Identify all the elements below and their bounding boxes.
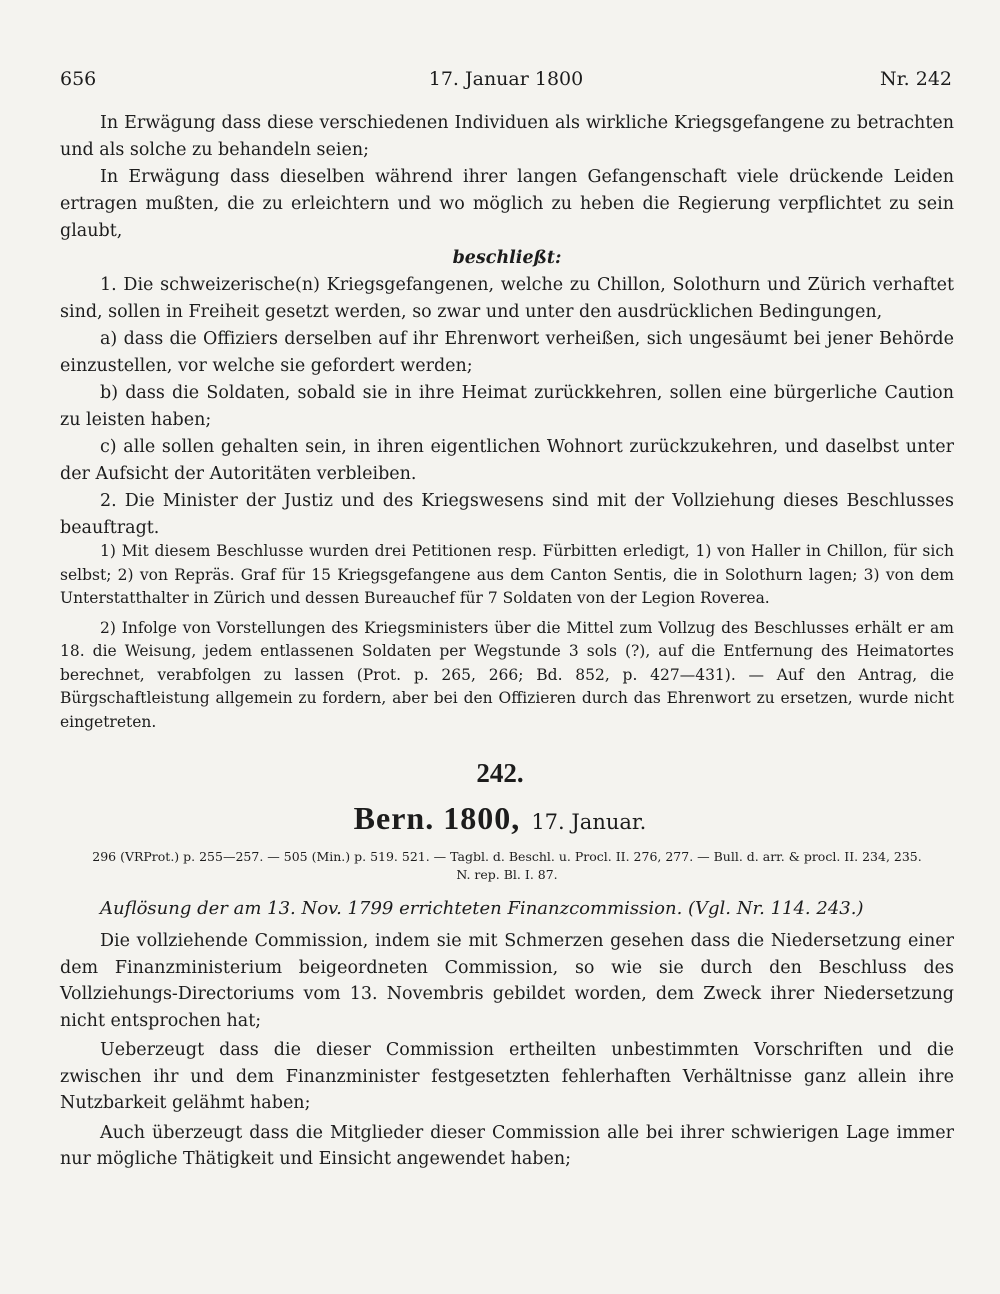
- footnote: 1) Mit diesem Beschlusse wurden drei Petitionen resp. Fürbitten erledigt, 1) von Haller in Chillon, für sich selbst; 2) von Repräs. Graf für 15 Kriegsgefangene aus dem Canton Sentis, die in Solothurn lagen; 3) von dem Unterstatthalter in Zürich und dessen Bureauchef für 7 Soldaten von der Legion Roverea.: [60, 542, 954, 607]
- paragraph: b) dass die Soldaten, sobald sie in ihre Heimat zurückkehren, sollen eine bürgerliche Caution zu leisten haben;: [60, 383, 954, 430]
- resolution-heading: beschließt:: [452, 248, 562, 268]
- page-header: [60, 68, 952, 98]
- main-text-bottom: [60, 928, 954, 1176]
- paragraph: Ueberzeugt dass die dieser Commission ertheilten unbestimmten Vorschriften und die zwischen ihr und dem Finanzminister festgesetzten fehlerhaften Verhältnisse ganz allein ihre Nutzbarkeit gelähmt haben;: [60, 1040, 954, 1113]
- paragraph: c) alle sollen gehalten sein, in ihren eigentlichen Wohnort zurückzukehren, und daselbst unter der Aufsicht der Autoritäten verbleiben.: [60, 437, 954, 484]
- source-line: 296 (VRProt.) p. 255—257. — 505 (Min.) p. 519. 521. — Tagbl. d. Beschl. u. Procl. II. 276, 277. — Bull. d. arr. & procl. II. 234, 235.: [92, 849, 922, 864]
- paragraph: Auch überzeugt dass die Mitglieder dieser Commission alle bei ihrer schwierigen Lage immer nur mögliche Thätigkeit und Einsicht angewendet haben;: [60, 1122, 954, 1169]
- header-document-number: Nr. 242: [880, 68, 952, 90]
- footnotes: [60, 540, 954, 740]
- section-date: 17. Januar.: [531, 810, 647, 834]
- paragraph: 2. Die Minister der Justiz und des Kriegswesens sind mit der Vollziehung dieses Beschlusses beauftragt.: [60, 491, 954, 538]
- paragraph: 1. Die schweizerische(n) Kriegsgefangenen, welche zu Chillon, Solothurn und Zürich verhaftet sind, sollen in Freiheit gesetzt werden, so zwar und unter den ausdrücklichen Bedingungen,: [60, 275, 954, 322]
- paragraph: In Erwägung dass diese verschiedenen Individuen als wirkliche Kriegsgefangene zu betrachten und als solche zu behandeln seien;: [60, 113, 954, 160]
- section-title: [0, 800, 1000, 837]
- section-place-year: Bern. 1800,: [353, 800, 521, 836]
- section-subtitle: Auflösung der am 13. Nov. 1799 errichteten Finanzcommission. (Vgl. Nr. 114. 243.): [100, 898, 864, 919]
- source-line: N. rep. Bl. I. 87.: [456, 867, 558, 882]
- page-number: 656: [60, 68, 97, 90]
- source-references: [60, 848, 954, 884]
- section-number: 242.: [476, 758, 524, 788]
- footnote: 2) Infolge von Vorstellungen des Kriegsministers über die Mittel zum Vollzug des Beschlusses erhält er am 18. die Weisung, jedem entlassenen Soldaten per Wegstunde 3 sols (?), auf die Entfernung des Heimatortes berechnet, verabfolgen zu lassen (Prot. p. 265, 266; Bd. 852, p. 427—431). — Auf den Antrag, die Bürgschaftleistung allgemein zu fordern, aber bei den Offizieren durch das Ehrenwort zu ersetzen, wurde nicht eingetreten.: [60, 618, 954, 731]
- header-date: 17. Januar 1800: [428, 68, 584, 90]
- paragraph: Die vollziehende Commission, indem sie mit Schmerzen gesehen dass die Niedersetzung einer dem Finanzministerium beigeordneten Commission, so wie sie durch den Beschluss des Vollziehungs-Directoriums vom 13. Novembris gebildet worden, dem Zweck ihrer Niedersetzung nicht entsprochen hat;: [60, 931, 954, 1031]
- paragraph: a) dass die Offiziers derselben auf ihr Ehrenwort verheißen, sich ungesäumt bei jener Behörde einzustellen, vor welche sie gefordert werden;: [60, 329, 954, 376]
- paragraph: In Erwägung dass dieselben während ihrer langen Gefangenschaft viele drückende Leiden ertragen mußten, die zu erleichtern und wo möglich zu heben die Regierung verpflichtet zu sein glaubt,: [60, 167, 954, 241]
- main-text-top: [60, 110, 954, 542]
